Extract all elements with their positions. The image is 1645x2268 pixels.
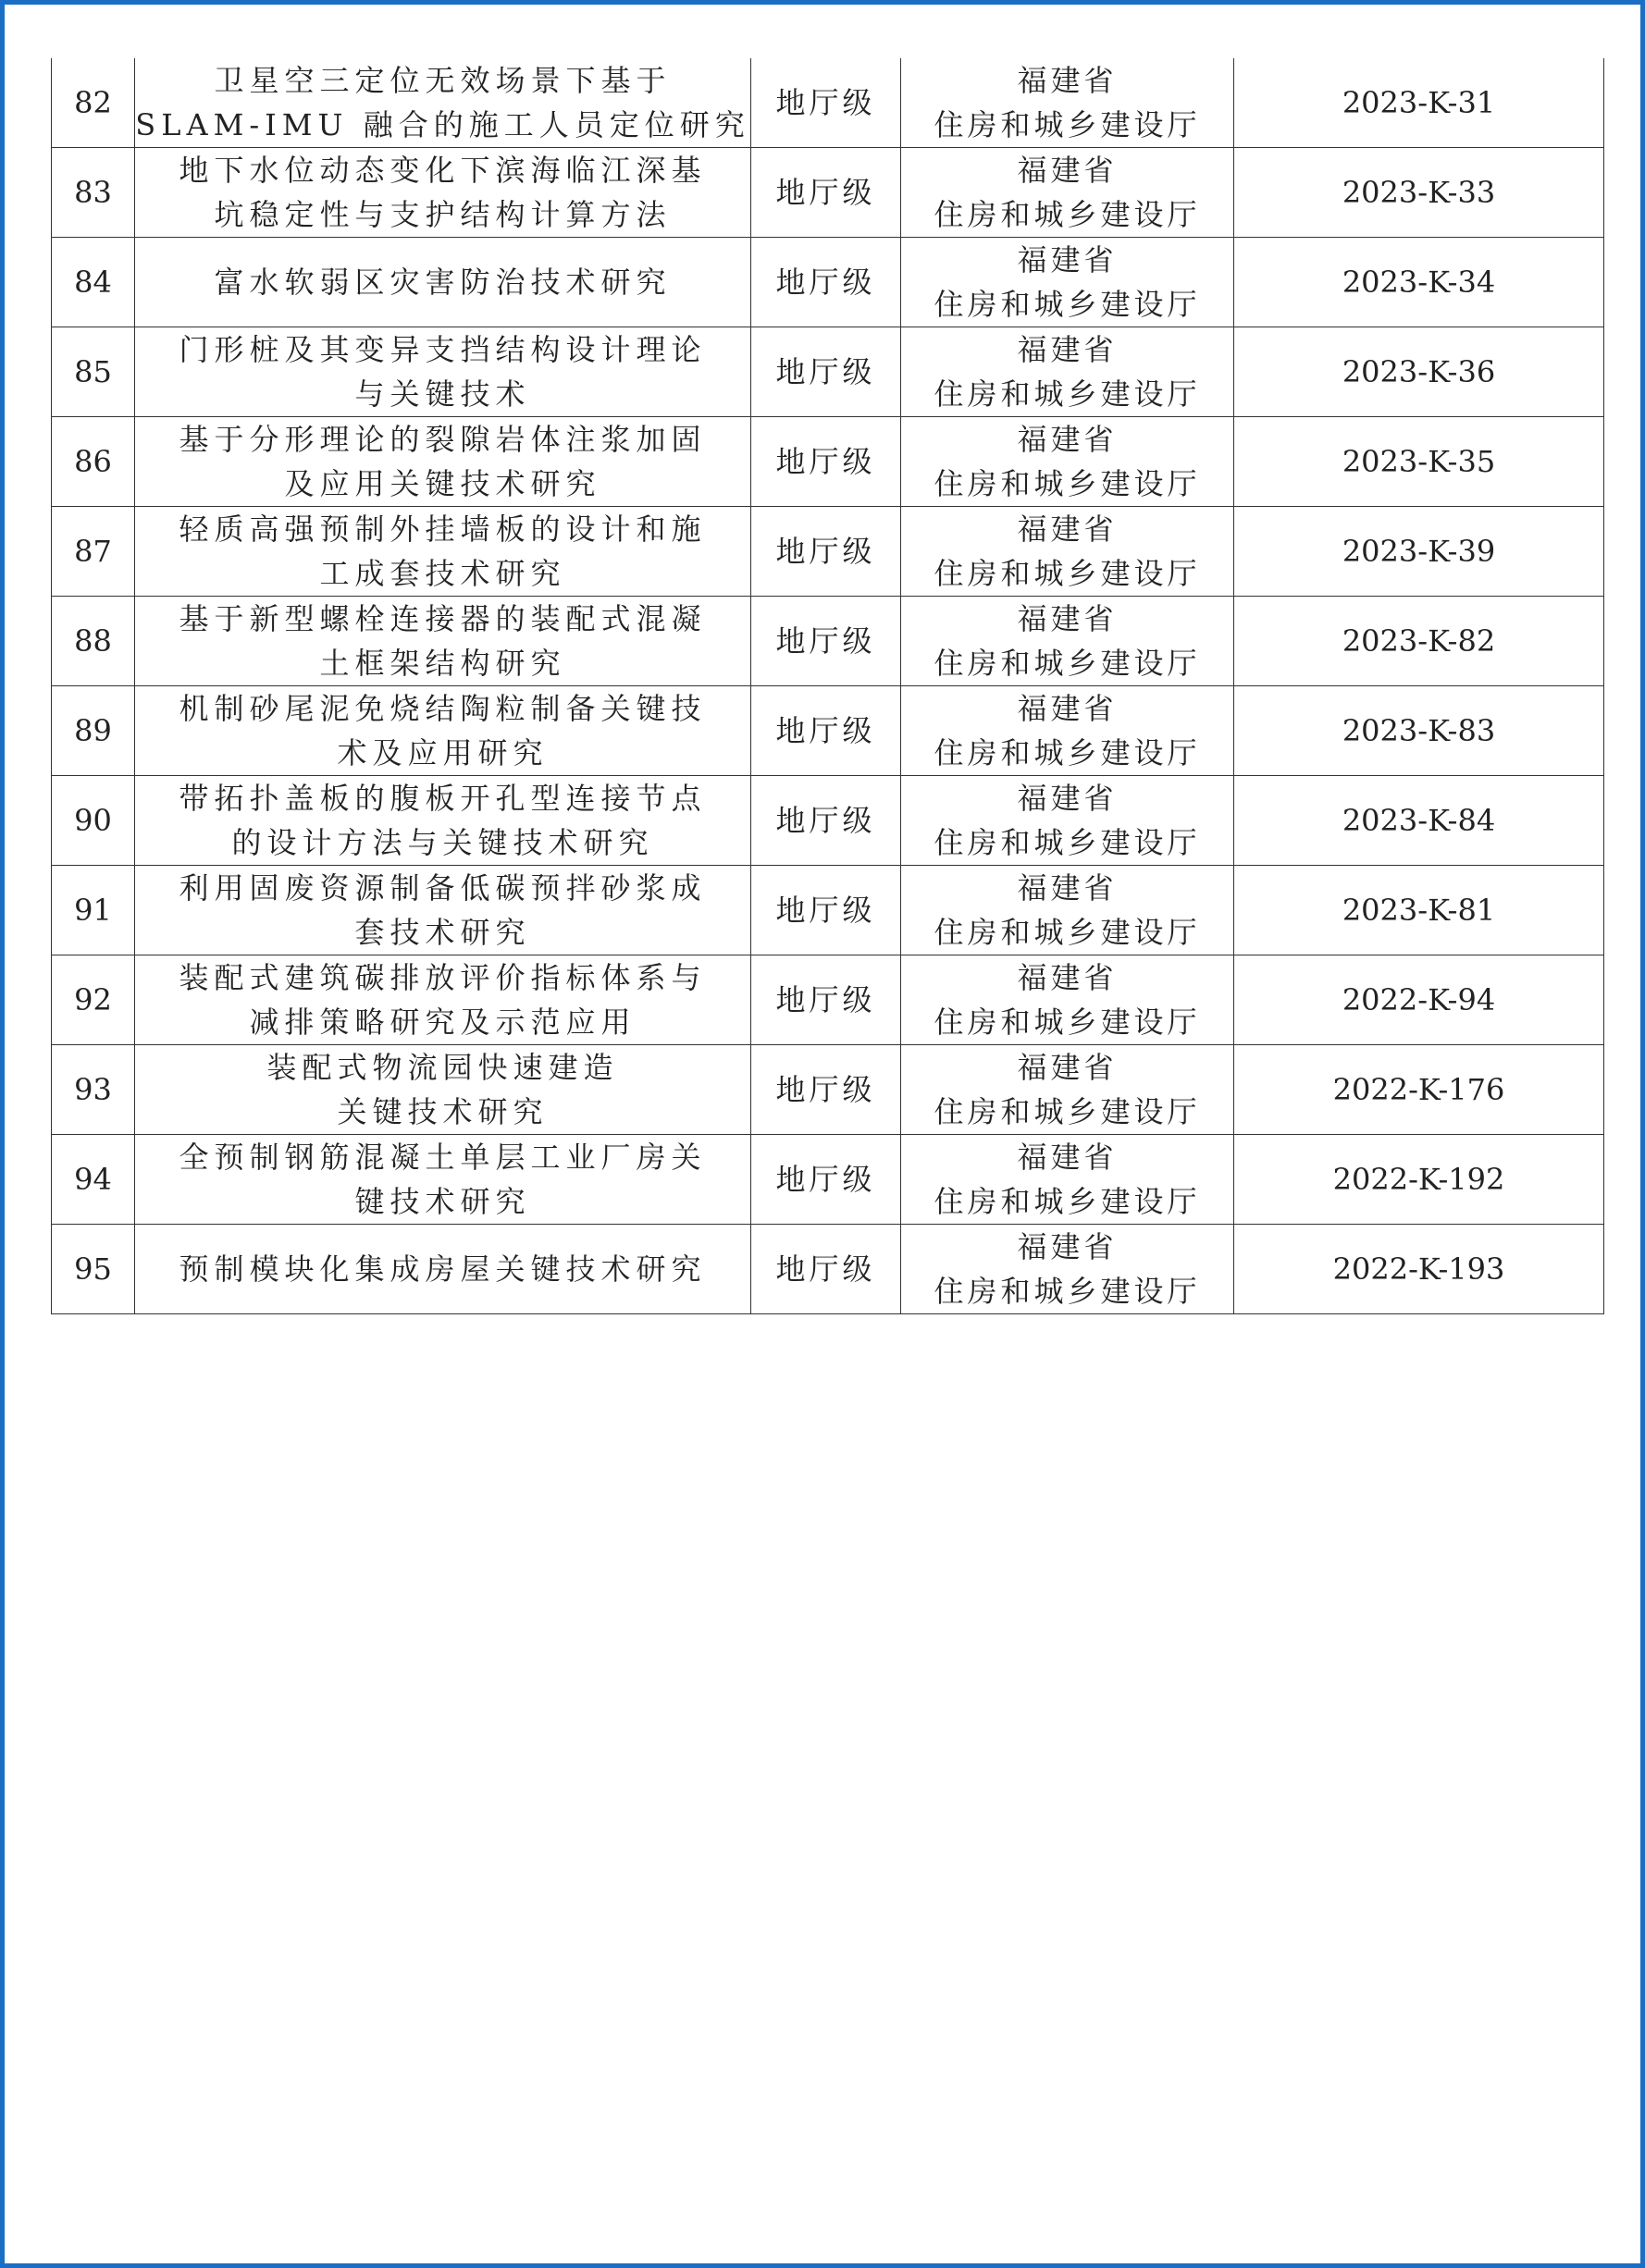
issuing-department-cell-line: 住房和城乡建设厅	[934, 825, 1201, 860]
project-name-cell-line: 门形桩及其变异支挡结构设计理论	[179, 332, 707, 367]
project-name-cell-line: 关键技术研究	[337, 1094, 549, 1129]
project-code-cell-text: 2023-K-36	[1342, 354, 1496, 389]
issuing-department-cell-line: 住房和城乡建设厅	[934, 376, 1201, 412]
project-code-cell	[1234, 327, 1604, 417]
project-code-cell-text: 2023-K-84	[1342, 803, 1496, 838]
project-code-cell-text: 2023-K-34	[1342, 265, 1496, 300]
project-name-cell-line: 预制模块化集成房屋关键技术研究	[179, 1251, 707, 1287]
project-level-cell	[751, 1045, 901, 1135]
project-level-cell	[751, 866, 901, 955]
project-code-cell-text: 2023-K-39	[1342, 534, 1496, 569]
table-row	[52, 1225, 1604, 1314]
project-name-cell	[135, 1225, 751, 1314]
project-level-cell	[751, 686, 901, 776]
project-name-cell-line: 基于分形理论的裂隙岩体注浆加固	[179, 422, 707, 457]
issuing-department-cell-line: 住房和城乡建设厅	[934, 646, 1201, 681]
issuing-department-cell-line: 福建省	[1017, 1229, 1118, 1264]
project-name-cell-line: 的设计方法与关键技术研究	[231, 825, 654, 860]
project-level-cell	[751, 507, 901, 597]
issuing-department-cell-line: 福建省	[1017, 1050, 1118, 1085]
project-level-cell	[751, 148, 901, 238]
project-level-cell-text: 地厅级	[775, 354, 876, 389]
row-number-cell	[52, 507, 135, 597]
table-row	[52, 866, 1604, 955]
table-row	[52, 1135, 1604, 1225]
project-code-cell	[1234, 597, 1604, 686]
table-body	[52, 58, 1604, 1314]
table-row	[52, 776, 1604, 866]
issuing-department-cell-line: 住房和城乡建设厅	[934, 466, 1201, 501]
project-level-cell-text: 地厅级	[775, 534, 876, 569]
issuing-department-cell	[901, 238, 1234, 327]
table-row	[52, 148, 1604, 238]
project-level-cell-text: 地厅级	[775, 444, 876, 479]
row-number-cell-text: 91	[74, 893, 112, 928]
project-name-cell-line: 全预制钢筋混凝土单层工业厂房关	[179, 1140, 707, 1175]
project-name-cell-line: 带拓扑盖板的腹板开孔型连接节点	[179, 781, 707, 816]
row-number-cell	[52, 417, 135, 507]
issuing-department-cell-line: 福建省	[1017, 601, 1118, 636]
issuing-department-cell-line: 住房和城乡建设厅	[934, 1274, 1201, 1309]
project-code-cell	[1234, 1225, 1604, 1314]
table-row	[52, 1045, 1604, 1135]
project-code-cell	[1234, 866, 1604, 955]
issuing-department-cell	[901, 417, 1234, 507]
row-number-cell-text: 85	[74, 354, 112, 389]
project-table	[51, 58, 1604, 1314]
project-level-cell	[751, 776, 901, 866]
issuing-department-cell-line: 住房和城乡建设厅	[934, 1094, 1201, 1129]
project-level-cell	[751, 417, 901, 507]
issuing-department-cell-line: 福建省	[1017, 332, 1118, 367]
project-code-cell-text: 2023-K-81	[1342, 893, 1496, 928]
project-code-cell-text: 2022-K-192	[1332, 1162, 1505, 1197]
project-level-cell-text: 地厅级	[775, 265, 876, 300]
project-name-cell-line: 术及应用研究	[337, 735, 549, 770]
issuing-department-cell	[901, 955, 1234, 1045]
table-row	[52, 686, 1604, 776]
project-code-cell	[1234, 686, 1604, 776]
row-number-cell	[52, 1225, 135, 1314]
row-number-cell	[52, 1045, 135, 1135]
row-number-cell-text: 93	[74, 1072, 112, 1107]
issuing-department-cell	[901, 776, 1234, 866]
project-name-cell-line: 基于新型螺栓连接器的装配式混凝	[179, 601, 707, 636]
issuing-department-cell-line: 福建省	[1017, 422, 1118, 457]
project-name-cell-line: SLAM-IMU 融合的施工人员定位研究	[135, 107, 750, 142]
issuing-department-cell	[901, 1225, 1234, 1314]
row-number-cell-text: 84	[74, 265, 112, 300]
row-number-cell	[52, 238, 135, 327]
project-level-cell	[751, 58, 901, 148]
project-name-cell	[135, 148, 751, 238]
issuing-department-cell-line: 住房和城乡建设厅	[934, 107, 1201, 142]
project-level-cell	[751, 238, 901, 327]
row-number-cell-text: 82	[74, 85, 112, 120]
row-number-cell-text: 87	[74, 534, 112, 569]
issuing-department-cell	[901, 686, 1234, 776]
project-code-cell	[1234, 776, 1604, 866]
row-number-cell-text: 95	[74, 1251, 112, 1287]
project-name-cell	[135, 507, 751, 597]
issuing-department-cell-line: 福建省	[1017, 870, 1118, 906]
issuing-department-cell-line: 福建省	[1017, 63, 1118, 98]
project-name-cell-line: 套技术研究	[354, 915, 531, 950]
row-number-cell-text: 88	[74, 623, 112, 659]
project-name-cell-line: 装配式物流园快速建造	[266, 1050, 619, 1085]
issuing-department-cell-line: 住房和城乡建设厅	[934, 1184, 1201, 1219]
project-code-cell	[1234, 955, 1604, 1045]
issuing-department-cell	[901, 148, 1234, 238]
project-code-cell	[1234, 238, 1604, 327]
issuing-department-cell-line: 住房和城乡建设厅	[934, 735, 1201, 770]
project-code-cell	[1234, 1135, 1604, 1225]
issuing-department-cell-line: 住房和城乡建设厅	[934, 915, 1201, 950]
table-row	[52, 327, 1604, 417]
project-name-cell-line: 富水软弱区灾害防治技术研究	[214, 265, 672, 300]
project-name-cell	[135, 955, 751, 1045]
table-row	[52, 597, 1604, 686]
row-number-cell-text: 86	[74, 444, 112, 479]
project-name-cell-line: 工成套技术研究	[319, 556, 566, 591]
project-level-cell-text: 地厅级	[775, 982, 876, 1017]
issuing-department-cell	[901, 1135, 1234, 1225]
project-level-cell-text: 地厅级	[775, 1162, 876, 1197]
project-level-cell-text: 地厅级	[775, 713, 876, 748]
row-number-cell	[52, 327, 135, 417]
project-code-cell	[1234, 58, 1604, 148]
project-name-cell-line: 轻质高强预制外挂墙板的设计和施	[179, 512, 707, 547]
project-name-cell-line: 机制砂尾泥免烧结陶粒制备关键技	[179, 691, 707, 726]
project-level-cell-text: 地厅级	[775, 623, 876, 659]
table-row	[52, 58, 1604, 148]
row-number-cell-text: 92	[74, 982, 112, 1017]
project-name-cell	[135, 327, 751, 417]
issuing-department-cell	[901, 327, 1234, 417]
row-number-cell-text: 90	[74, 803, 112, 838]
project-name-cell-line: 土框架结构研究	[319, 646, 566, 681]
issuing-department-cell	[901, 1045, 1234, 1135]
project-level-cell-text: 地厅级	[775, 803, 876, 838]
project-level-cell-text: 地厅级	[775, 893, 876, 928]
project-level-cell-text: 地厅级	[775, 1072, 876, 1107]
project-code-cell	[1234, 417, 1604, 507]
project-code-cell-text: 2023-K-35	[1342, 444, 1496, 479]
issuing-department-cell	[901, 58, 1234, 148]
issuing-department-cell-line: 福建省	[1017, 1140, 1118, 1175]
project-name-cell-line: 减排策略研究及示范应用	[249, 1005, 637, 1040]
issuing-department-cell-line: 福建省	[1017, 781, 1118, 816]
row-number-cell	[52, 686, 135, 776]
project-code-cell	[1234, 148, 1604, 238]
project-code-cell-text: 2023-K-82	[1342, 623, 1496, 659]
issuing-department-cell-line: 福建省	[1017, 691, 1118, 726]
project-name-cell	[135, 866, 751, 955]
project-code-cell-text: 2023-K-31	[1342, 85, 1496, 120]
issuing-department-cell-line: 福建省	[1017, 153, 1118, 188]
project-name-cell	[135, 58, 751, 148]
project-name-cell	[135, 1135, 751, 1225]
project-code-cell	[1234, 1045, 1604, 1135]
row-number-cell	[52, 597, 135, 686]
project-code-cell-text: 2022-K-176	[1332, 1072, 1505, 1107]
issuing-department-cell	[901, 597, 1234, 686]
project-code-cell-text: 2023-K-33	[1342, 175, 1496, 210]
issuing-department-cell-line: 住房和城乡建设厅	[934, 287, 1201, 322]
project-name-cell-line: 利用固废资源制备低碳预拌砂浆成	[179, 870, 707, 906]
project-name-cell-line: 键技术研究	[354, 1184, 531, 1219]
project-level-cell-text: 地厅级	[775, 85, 876, 120]
issuing-department-cell	[901, 507, 1234, 597]
project-name-cell-line: 坑稳定性与支护结构计算方法	[214, 197, 672, 232]
project-level-cell	[751, 955, 901, 1045]
row-number-cell-text: 83	[74, 175, 112, 210]
row-number-cell	[52, 148, 135, 238]
row-number-cell	[52, 955, 135, 1045]
project-level-cell	[751, 1135, 901, 1225]
project-name-cell	[135, 1045, 751, 1135]
row-number-cell	[52, 58, 135, 148]
table-row	[52, 507, 1604, 597]
issuing-department-cell-line: 福建省	[1017, 512, 1118, 547]
project-name-cell-line: 装配式建筑碳排放评价指标体系与	[179, 960, 707, 995]
project-level-cell	[751, 1225, 901, 1314]
project-level-cell-text: 地厅级	[775, 1251, 876, 1287]
project-name-cell	[135, 776, 751, 866]
project-name-cell-line: 地下水位动态变化下滨海临江深基	[179, 153, 707, 188]
project-code-cell-text: 2022-K-94	[1342, 982, 1496, 1017]
project-name-cell-line: 及应用关键技术研究	[284, 466, 601, 501]
row-number-cell-text: 94	[74, 1162, 112, 1197]
issuing-department-cell-line: 福建省	[1017, 242, 1118, 277]
project-name-cell	[135, 686, 751, 776]
issuing-department-cell-line: 住房和城乡建设厅	[934, 556, 1201, 591]
project-name-cell	[135, 417, 751, 507]
issuing-department-cell-line: 住房和城乡建设厅	[934, 197, 1201, 232]
project-name-cell	[135, 238, 751, 327]
project-code-cell	[1234, 507, 1604, 597]
issuing-department-cell	[901, 866, 1234, 955]
row-number-cell	[52, 1135, 135, 1225]
project-name-cell-line: 卫星空三定位无效场景下基于	[214, 63, 672, 98]
row-number-cell	[52, 776, 135, 866]
project-name-cell	[135, 597, 751, 686]
project-level-cell	[751, 327, 901, 417]
issuing-department-cell-line: 住房和城乡建设厅	[934, 1005, 1201, 1040]
project-level-cell	[751, 597, 901, 686]
row-number-cell	[52, 866, 135, 955]
project-name-cell-line: 与关键技术	[354, 376, 531, 412]
project-code-cell-text: 2022-K-193	[1332, 1251, 1505, 1287]
project-level-cell-text: 地厅级	[775, 175, 876, 210]
project-code-cell-text: 2023-K-83	[1342, 713, 1496, 748]
table-row	[52, 238, 1604, 327]
row-number-cell-text: 89	[74, 713, 112, 748]
issuing-department-cell-line: 福建省	[1017, 960, 1118, 995]
table-row	[52, 417, 1604, 507]
table-row	[52, 955, 1604, 1045]
